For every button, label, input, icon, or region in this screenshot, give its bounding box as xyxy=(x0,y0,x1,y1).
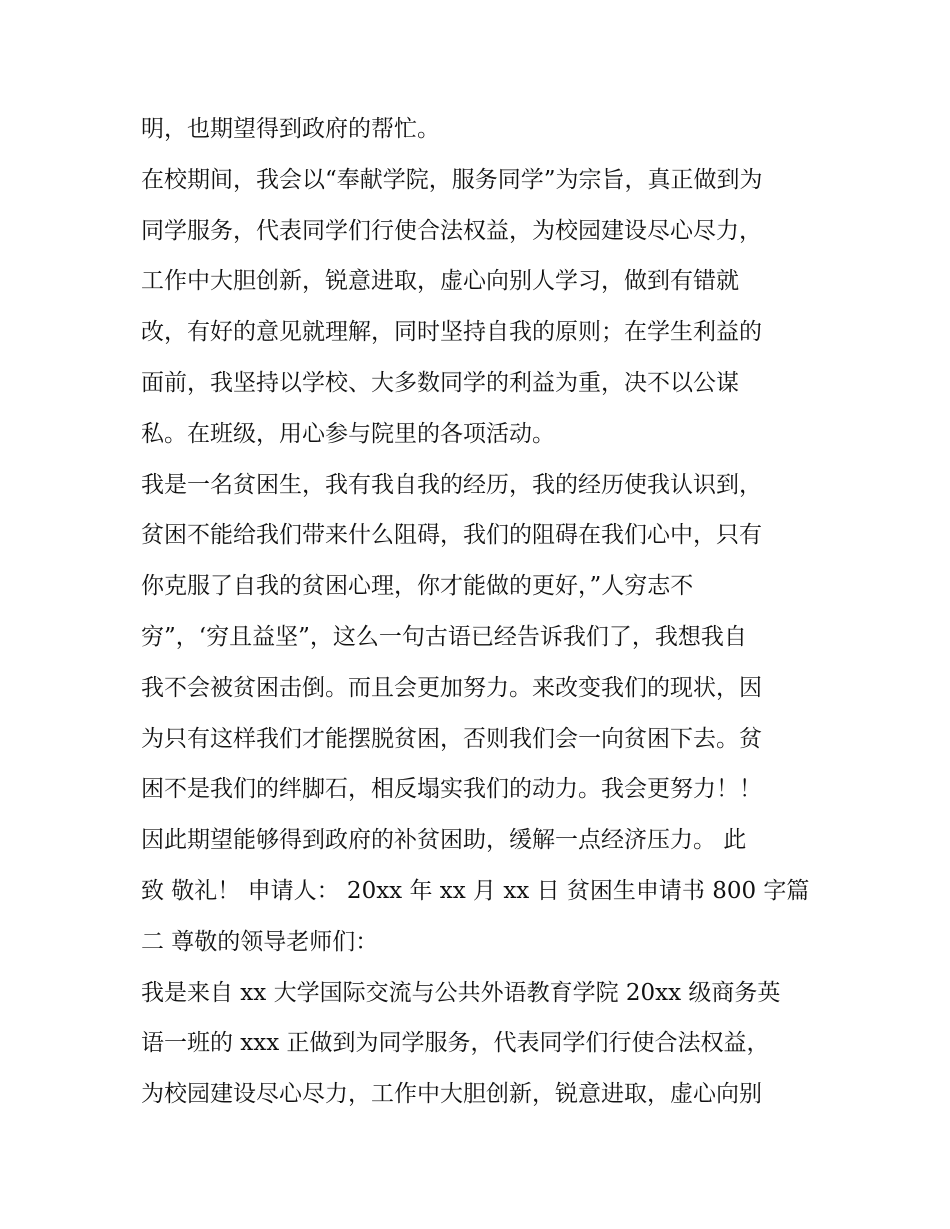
text-line: 我不会被贫困击倒。而且会更加努力。来改变我们的现状，因 xyxy=(141,674,762,701)
text-line: 语一班的 xxx 正做到为同学服务，代表同学们行使合法权益， xyxy=(141,1030,770,1057)
text-line: 私。在班级，用心参与院里的各项活动。 xyxy=(141,420,555,447)
text-line: 明，也期望得到政府的帮忙。 xyxy=(141,116,440,142)
text-line: 我是一名贫困生，我有我自我的经历，我的经历使我认识到， xyxy=(141,471,762,498)
text-line: 贫困不能给我们带来什么阻碍，我们的阻碍在我们心中，只有 xyxy=(141,522,762,549)
text-line: 你克服了自我的贫困心理，你才能做的更好，”人穷志不 xyxy=(141,573,694,600)
text-line: 二 尊敬的领导老师们： xyxy=(141,928,379,955)
text-line: 在校期间，我会以“奉献学院，服务同学”为宗旨，真正做到为 xyxy=(141,166,763,193)
text-line: 工作中大胆创新，锐意进取，虚心向别人学习，做到有错就 xyxy=(141,268,739,295)
text-line: 因此期望能够得到政府的补贫困助，缓解一点经济压力。 此 xyxy=(141,827,747,854)
text-line: 我是来自 xx 大学国际交流与公共外语教育学院 20xx 级商务英 xyxy=(141,979,781,1006)
text-line: 穷”，‘穷且益坚”，这么一句古语已经告诉我们了，我想我自 xyxy=(141,623,747,650)
text-line: 困不是我们的绊脚石，相反塌实我们的动力。我会更努力！！ xyxy=(141,776,762,803)
text-line: 面前，我坚持以学校、大多数同学的利益为重，决不以公谋 xyxy=(141,369,739,396)
document-body xyxy=(141,104,821,1120)
text-line: 致 敬礼！ 申请人： 20xx 年 xx 月 xx 日 贫困生申请书 800 字篇 xyxy=(141,877,810,904)
text-line: 改，有好的意见就理解，同时坚持自我的原则；在学生利益的 xyxy=(141,319,762,346)
text-line: 同学服务，代表同学们行使合法权益，为校园建设尽心尽力， xyxy=(141,217,762,244)
text-line: 为只有这样我们才能摆脱贫困，否则我们会一向贫困下去。贫 xyxy=(141,725,762,752)
text-line: 为校园建设尽心尽力，工作中大胆创新，锐意进取，虚心向别 xyxy=(141,1081,762,1108)
